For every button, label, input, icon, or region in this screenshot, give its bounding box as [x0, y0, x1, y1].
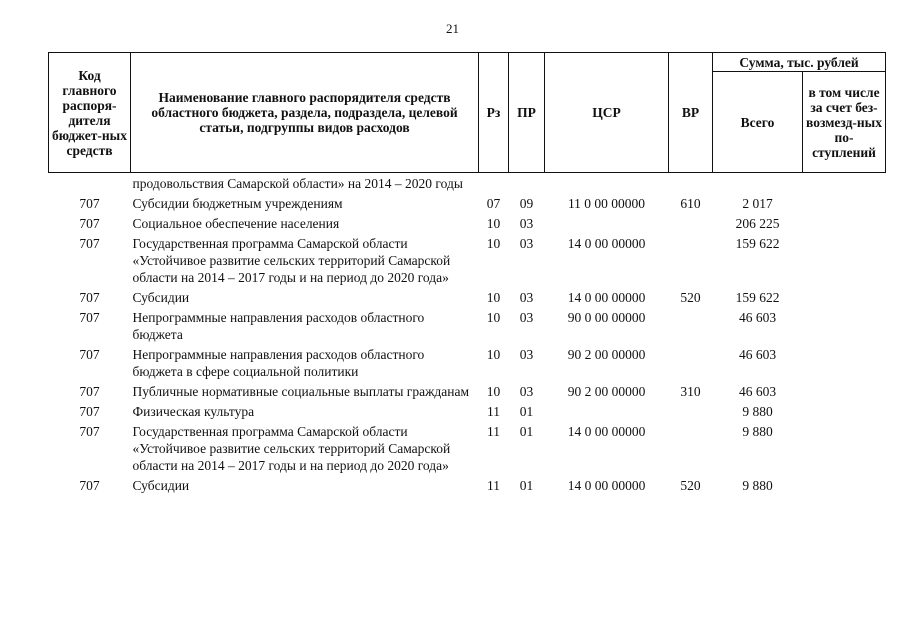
table-row	[49, 401, 886, 421]
cell-csr: 90 0 00 00000	[567, 310, 646, 325]
cell-vr	[669, 173, 713, 194]
cell-pr: 03	[519, 290, 534, 305]
cell-rz: 10	[486, 384, 501, 399]
cell-incl	[803, 233, 886, 287]
cell-total	[713, 173, 803, 194]
cell-incl	[803, 287, 886, 307]
cell-csr: 11 0 00 00000	[567, 196, 646, 211]
cell-total: 159 622	[735, 236, 780, 251]
cell-vr	[669, 421, 713, 475]
cell-total: 206 225	[735, 216, 780, 231]
cell-rz: 10	[486, 310, 501, 325]
cell-name: Социальное обеспечение населения	[132, 216, 340, 231]
cell-incl	[803, 475, 886, 495]
cell-pr: 01	[519, 404, 534, 419]
cell-incl	[803, 173, 886, 194]
cell-vr: 610	[680, 196, 701, 211]
cell-rz: 11	[487, 404, 500, 419]
cell-code: 707	[79, 424, 100, 439]
cell-total: 46 603	[738, 310, 777, 325]
cell-incl	[803, 213, 886, 233]
cell-pr: 09	[519, 196, 534, 211]
table-row	[49, 173, 886, 194]
header-code: Код главного распоря-дителя бюджет-ных средств	[49, 53, 131, 173]
cell-name: Субсидии	[132, 290, 190, 305]
cell-incl	[803, 193, 886, 213]
cell-csr	[545, 213, 669, 233]
cell-total: 159 622	[735, 290, 780, 305]
table-row	[49, 381, 886, 401]
cell-total: 46 603	[738, 384, 777, 399]
table-row	[49, 233, 886, 287]
cell-pr: 03	[519, 384, 534, 399]
cell-code: 707	[79, 310, 100, 325]
cell-total: 46 603	[738, 347, 777, 362]
cell-vr	[669, 233, 713, 287]
cell-rz	[479, 173, 509, 194]
cell-code: 707	[79, 347, 100, 362]
cell-vr	[669, 344, 713, 381]
header-total: Всего	[713, 72, 803, 173]
cell-code: 707	[79, 290, 100, 305]
cell-csr: 90 2 00 00000	[567, 347, 646, 362]
cell-rz: 10	[486, 236, 501, 251]
cell-rz: 10	[486, 347, 501, 362]
cell-name: Физическая культура	[132, 404, 255, 419]
cell-rz: 11	[487, 478, 500, 493]
cell-vr	[669, 401, 713, 421]
cell-code	[49, 173, 131, 194]
table-row	[49, 307, 886, 344]
table-body	[49, 173, 886, 496]
header-incl: в том числе за счет без-возмезд-ных по-ступлений	[803, 72, 886, 173]
cell-vr	[669, 307, 713, 344]
cell-pr	[509, 173, 545, 194]
cell-pr: 01	[519, 424, 534, 439]
cell-vr: 520	[680, 478, 701, 493]
table-row	[49, 421, 886, 475]
cell-incl	[803, 421, 886, 475]
cell-vr	[669, 213, 713, 233]
cell-incl	[803, 401, 886, 421]
cell-code: 707	[79, 404, 100, 419]
cell-name: Непрограммные направления расходов областного бюджета в сфере социальной политики	[132, 347, 425, 379]
header-csr: ЦСР	[545, 53, 669, 173]
cell-csr: 14 0 00 00000	[567, 236, 646, 251]
cell-incl	[803, 307, 886, 344]
cell-total: 9 880	[742, 424, 773, 439]
cell-rz: 11	[487, 424, 500, 439]
cell-csr	[545, 173, 669, 194]
header-pr: ПР	[509, 53, 545, 173]
cell-vr: 520	[680, 290, 701, 305]
table-header	[49, 53, 886, 173]
cell-name: Государственная программа Самарской области «Устойчивое развитие сельских территорий Самарской области на 2014 – 2017 годы и на период до 2020 года»	[132, 424, 451, 473]
table-row	[49, 475, 886, 495]
header-sum: Сумма, тыс. рублей	[713, 53, 886, 72]
cell-incl	[803, 344, 886, 381]
cell-code: 707	[79, 384, 100, 399]
table-row	[49, 193, 886, 213]
cell-code: 707	[79, 478, 100, 493]
cell-pr: 03	[519, 347, 534, 362]
cell-csr	[545, 401, 669, 421]
cell-name: Непрограммные направления расходов областного бюджета	[132, 310, 425, 342]
cell-csr: 14 0 00 00000	[567, 424, 646, 439]
cell-vr: 310	[680, 384, 701, 399]
cell-csr: 90 2 00 00000	[567, 384, 646, 399]
cell-name: Субсидии	[132, 478, 190, 493]
header-vr: ВР	[669, 53, 713, 173]
cell-pr: 03	[519, 236, 534, 251]
cell-code: 707	[79, 216, 100, 231]
cell-pr: 01	[519, 478, 534, 493]
cell-code: 707	[79, 236, 100, 251]
cell-csr: 14 0 00 00000	[567, 290, 646, 305]
table-row	[49, 213, 886, 233]
cell-name: продовольствия Самарской области» на 2014 – 2020 годы	[132, 176, 463, 191]
cell-name: Субсидии бюджетным учреждениям	[132, 196, 343, 211]
table-row	[49, 344, 886, 381]
cell-rz: 07	[486, 196, 501, 211]
cell-incl	[803, 381, 886, 401]
cell-name: Государственная программа Самарской области «Устойчивое развитие сельских территорий Самарской области на 2014 – 2017 годы и на период до 2020 года»	[132, 236, 451, 285]
cell-rz: 10	[486, 216, 501, 231]
cell-total: 9 880	[742, 404, 773, 419]
cell-total: 2 017	[742, 196, 773, 211]
cell-code: 707	[79, 196, 100, 211]
header-name: Наименование главного распорядителя средств областного бюджета, раздела, подраздела, целевой статьи, подгруппы видов расходов	[131, 53, 479, 173]
page-number: 21	[446, 21, 459, 36]
table-row	[49, 287, 886, 307]
cell-rz: 10	[486, 290, 501, 305]
budget-table	[48, 52, 886, 495]
cell-pr: 03	[519, 216, 534, 231]
cell-csr: 14 0 00 00000	[567, 478, 646, 493]
cell-total: 9 880	[742, 478, 773, 493]
cell-name: Публичные нормативные социальные выплаты гражданам	[132, 384, 470, 399]
header-rz: Рз	[479, 53, 509, 173]
cell-pr: 03	[519, 310, 534, 325]
